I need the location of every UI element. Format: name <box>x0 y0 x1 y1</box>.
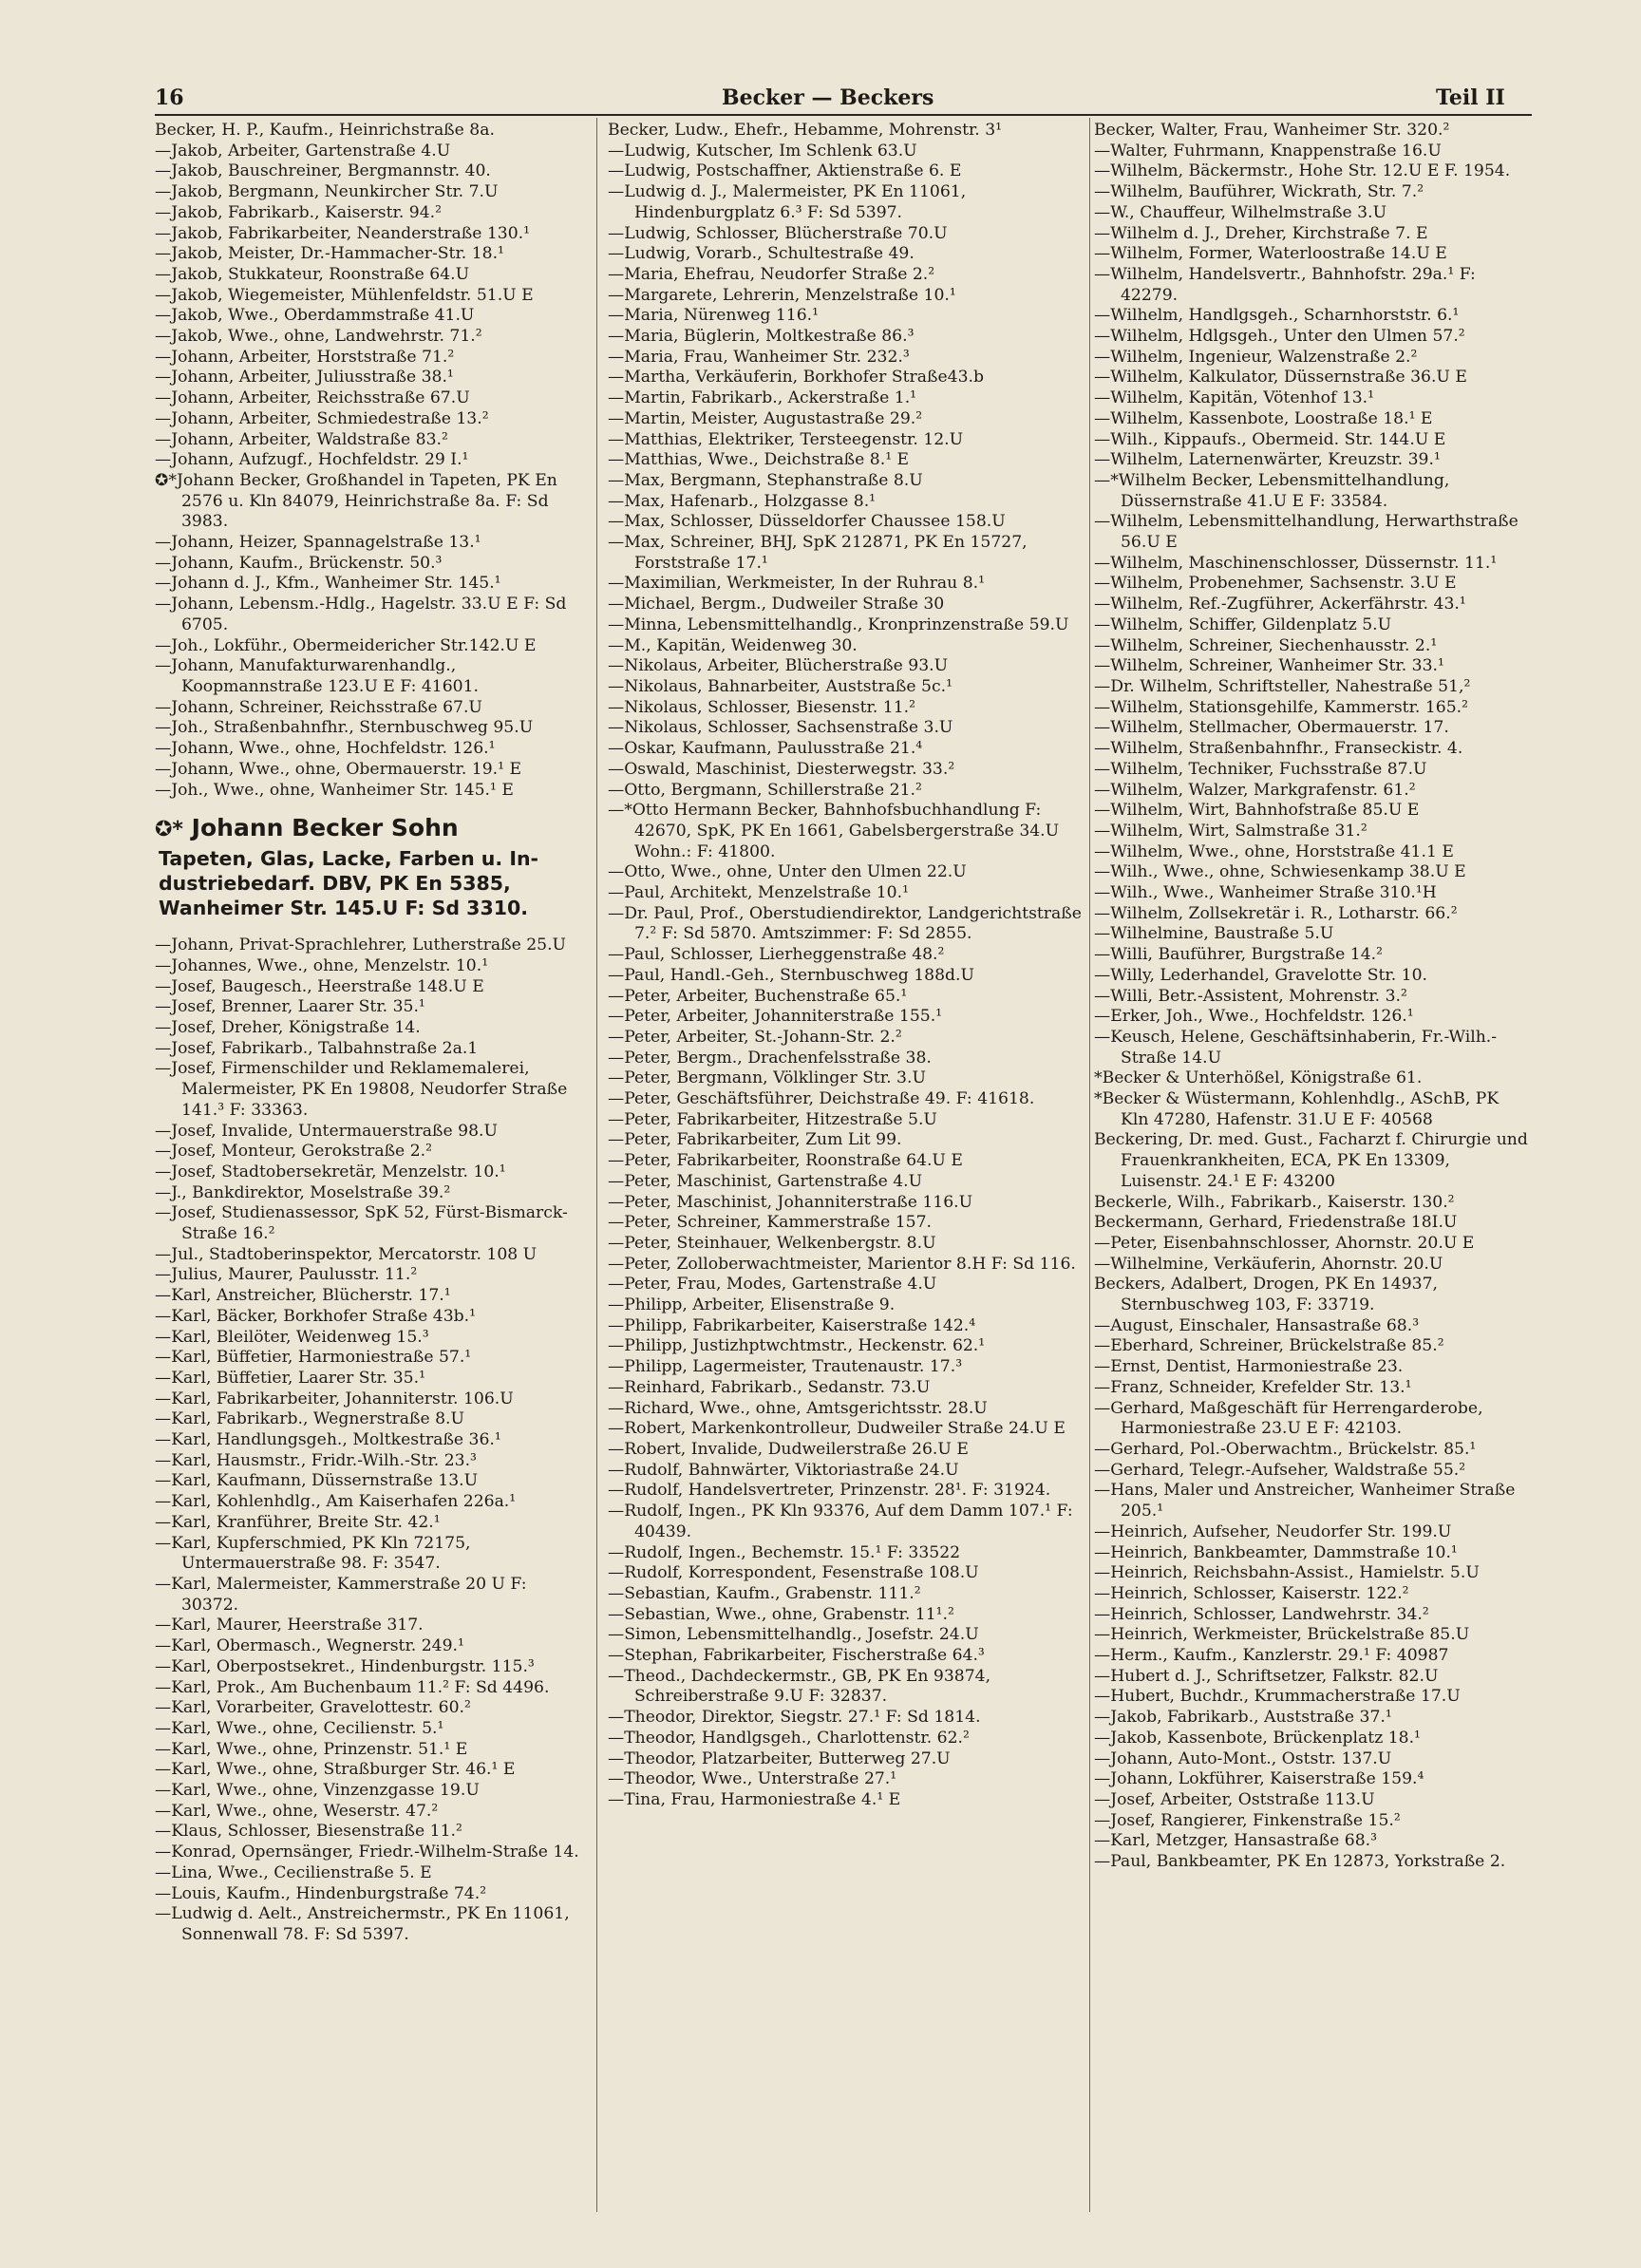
directory-entry: —Johann d. J., Kfm., Wanheimer Str. 145.¹ <box>155 574 501 594</box>
directory-entry: —Karl, Hausmstr., Fridr.-Wilh.-Str. 23.³ <box>155 1450 477 1470</box>
directory-entry: —Hans, Maler und Anstreicher, Wanheimer Straße 205.¹ <box>1094 1481 1516 1521</box>
directory-entry: —Erker, Joh., Wwe., Hochfeldstr. 126.¹ <box>1094 1007 1414 1027</box>
directory-entry: —Theodor, Wwe., Unterstraße 27.¹ <box>608 1769 897 1789</box>
directory-entry: —Karl, Büffetier, Laarer Str. 35.¹ <box>155 1368 425 1388</box>
section-label: Teil II <box>1436 85 1505 110</box>
directory-entry: —Wilhelm, Laternenwärter, Kreuzstr. 39.¹ <box>1094 450 1441 470</box>
directory-entry: —Max, Bergmann, Stephanstraße 8.U <box>608 470 923 490</box>
directory-entry: —Wilhelm, Hdlgsgeh., Unter den Ulmen 57.² <box>1094 327 1465 347</box>
directory-entry: —Theodor, Handlgsgeh., Charlottenstr. 62.² <box>608 1728 970 1748</box>
directory-entry: —Jul., Stadtoberinspektor, Mercatorstr. 108 U <box>155 1244 538 1264</box>
directory-entry: —Karl, Maurer, Heerstraße 317. <box>155 1616 424 1635</box>
directory-entry: —Josef, Arbeiter, Oststraße 113.U <box>1094 1789 1375 1809</box>
directory-entry: —Robert, Invalide, Dudweilerstraße 26.U E <box>608 1440 969 1459</box>
directory-entry: —Paul, Bankbeamter, PK En 12873, Yorkstraße 2. <box>1094 1852 1506 1872</box>
directory-entry: —Johann, Wwe., ohne, Obermauerstr. 19.¹ E <box>155 759 522 779</box>
directory-entry: —Karl, Wwe., ohne, Vinzenzgasse 19.U <box>155 1781 480 1801</box>
directory-entry: —Jakob, Fabrikarb., Kaiserstr. 94.² <box>155 202 443 222</box>
directory-entry: —Jakob, Wiegemeister, Mühlenfeldstr. 51.U E <box>155 285 534 305</box>
directory-entry: —Stephan, Fabrikarbeiter, Fischerstraße 64.³ <box>608 1646 985 1666</box>
directory-entry: —Peter, Geschäftsführer, Deichstraße 49. F: 41618. <box>608 1089 1035 1109</box>
directory-entry: —*Otto Hermann Becker, Bahnhofsbuchhandlung F: 42670, SpK, PK En 1661, Gabelsbergerstraße 34.U Wohn.: F: 41800. <box>608 801 1060 861</box>
directory-entry: —Peter, Frau, Modes, Gartenstraße 4.U <box>608 1275 937 1295</box>
directory-entry: —Minna, Lebensmittelhandlg., Kronprinzenstraße 59.U <box>608 614 1069 634</box>
directory-entry: —Keusch, Helene, Geschäftsinhaberin, Fr.-Wilh.-Straße 14.U <box>1094 1027 1498 1068</box>
directory-entry: —Philipp, Arbeiter, Elisenstraße 9. <box>608 1295 896 1315</box>
directory-entry: —Dr. Wilhelm, Schriftsteller, Nahestraße 51,² <box>1094 676 1471 696</box>
directory-entry: —Johann, Schreiner, Reichsstraße 67.U <box>155 697 482 717</box>
directory-entry: —Joh., Lokführ., Obermeidericher Str.142.U E <box>155 635 537 655</box>
directory-entry: —Karl, Oberpostsekret., Hindenburgstr. 115.³ <box>155 1656 535 1676</box>
directory-entry: —Martha, Verkäuferin, Borkhofer Straße43.b <box>608 368 984 387</box>
directory-entry: —Nikolaus, Schlosser, Sachsenstraße 3.U <box>608 718 953 738</box>
directory-entry: —Heinrich, Schlosser, Landwehrstr. 34.² <box>1094 1604 1429 1624</box>
directory-entry: —Paul, Handl.-Geh., Sternbuschweg 188d.U <box>608 965 974 985</box>
directory-entry: —August, Einschaler, Hansastraße 68.³ <box>1094 1315 1420 1335</box>
directory-entry: —Max, Hafenarb., Holzgasse 8.¹ <box>608 491 877 511</box>
directory-entry: —Joh., Straßenbahnfhr., Sternbuschweg 95.U <box>155 718 534 738</box>
directory-entry: —Julius, Maurer, Paulusstr. 11.² <box>155 1265 418 1285</box>
directory-entry: Beckers, Adalbert, Drogen, PK En 14937, Sternbuschweg 103, F: 33719. <box>1094 1275 1438 1315</box>
directory-entry: —Peter, Steinhauer, Welkenbergstr. 8.U <box>608 1233 936 1253</box>
directory-entry: —Peter, Arbeiter, St.-Johann-Str. 2.² <box>608 1027 902 1047</box>
directory-entry: —Heinrich, Bankbeamter, Dammstraße 10.¹ <box>1094 1542 1458 1562</box>
directory-entry: —Karl, Kaufmann, Düssernstraße 13.U <box>155 1471 479 1491</box>
directory-entry: —Richard, Wwe., ohne, Amtsgerichtsstr. 28.U <box>608 1398 988 1418</box>
directory-entry: —Margarete, Lehrerin, Menzelstraße 10.¹ <box>608 285 956 305</box>
directory-entry: —Willi, Bauführer, Burgstraße 14.² <box>1094 945 1384 965</box>
directory-entry: —Jakob, Bergmann, Neunkircher Str. 7.U <box>155 182 499 202</box>
directory-entry: —Jakob, Meister, Dr.-Hammacher-Str. 18.¹ <box>155 244 504 264</box>
directory-entry: —*Wilhelm Becker, Lebensmittelhandlung, Düssernstraße 41.U E F: 33584. <box>1094 470 1450 511</box>
directory-entry: —Karl, Bleilöter, Weidenweg 15.³ <box>155 1327 429 1347</box>
directory-entry: —Johann, Aufzugf., Hochfeldstr. 29 I.¹ <box>155 450 469 470</box>
directory-entry: —Theodor, Direktor, Siegstr. 27.¹ F: Sd 1814. <box>608 1708 981 1728</box>
directory-entry: —Wilhelm, Schreiner, Siechenhausstr. 2.¹ <box>1094 635 1438 655</box>
directory-entry: —Otto, Bergmann, Schillerstraße 21.² <box>608 780 922 800</box>
directory-entry: —Wilhelm, Former, Waterloostraße 14.U E <box>1094 244 1447 264</box>
directory-entry: —Peter, Arbeiter, Johanniterstraße 155.¹ <box>608 1007 943 1027</box>
directory-entry: —Karl, Prok., Am Buchenbaum 11.² F: Sd 4496. <box>155 1677 550 1697</box>
directory-entry: —W., Chauffeur, Wilhelmstraße 3.U <box>1094 202 1387 222</box>
directory-entry: —Karl, Kupferschmied, PK Kln 72175, Untermauerstraße 98. F: 3547. <box>155 1533 471 1574</box>
directory-entry: —Reinhard, Fabrikarb., Sedanstr. 73.U <box>608 1377 931 1397</box>
directory-entry: —Rudolf, Bahnwärter, Viktoriastraße 24.U <box>608 1460 959 1480</box>
directory-entry: —Ludwig d. Aelt., Anstreichermstr., PK En 11061, Sonnenwall 78. F: Sd 5397. <box>155 1904 570 1944</box>
directory-entry: —Johann, Arbeiter, Schmiedestraße 13.² <box>155 408 489 428</box>
directory-entry: —Peter, Eisenbahnschlosser, Ahornstr. 20.U E <box>1094 1233 1475 1253</box>
directory-entry: —Willi, Betr.-Assistent, Mohrenstr. 3.² <box>1094 986 1407 1006</box>
directory-entry: Beckering, Dr. med. Gust., Facharzt f. Chirurgie und Frauenkrankheiten, ECA, PK En 13309, Luisenstr. 24.¹ E F: 43200 <box>1094 1130 1528 1191</box>
directory-entry: —Wilhelm, Ref.-Zugführer, Ackerfährstr. 43.¹ <box>1094 595 1466 614</box>
directory-entry: —Johann, Lebensm.-Hdlg., Hagelstr. 33.U E F: Sd 6705. <box>155 595 567 634</box>
directory-entry: —Sebastian, Wwe., ohne, Grabenstr. 11¹.² <box>608 1604 954 1624</box>
directory-entry: —Walter, Fuhrmann, Knappenstraße 16.U <box>1094 141 1442 161</box>
directory-entry: —Lina, Wwe., Cecilienstraße 5. E <box>155 1862 432 1882</box>
directory-entry: —Jakob, Wwe., ohne, Landwehrstr. 71.² <box>155 327 482 347</box>
directory-entry: —M., Kapitän, Weidenweg 30. <box>608 635 858 655</box>
directory-entry: —Peter, Maschinist, Johanniterstraße 116.U <box>608 1192 973 1212</box>
directory-entry: —Wilhelm, Stationsgehilfe, Kammerstr. 165.² <box>1094 697 1468 717</box>
directory-entry: —Heinrich, Reichsbahn-Assist., Hamielstr. 5.U <box>1094 1563 1480 1583</box>
directory-entry: —Josef, Fabrikarb., Talbahnstraße 2a.1 <box>155 1038 479 1058</box>
column-1 <box>155 121 584 1946</box>
directory-entry: —Wilhelm, Ingenieur, Walzenstraße 2.² <box>1094 347 1418 367</box>
ad-line: Tapeten, Glas, Lacke, Farben u. In- <box>159 847 539 871</box>
directory-entry: —Peter, Fabrikarbeiter, Hitzestraße 5.U <box>608 1109 937 1129</box>
directory-entry: —Sebastian, Kaufm., Grabenstr. 111.² <box>608 1583 921 1603</box>
directory-entry: —Jakob, Fabrikarb., Auststraße 37.¹ <box>1094 1708 1392 1728</box>
directory-entry: Beckermann, Gerhard, Friedenstraße 18I.U <box>1094 1213 1458 1233</box>
directory-entry: —Maria, Nürenweg 116.¹ <box>608 306 819 326</box>
directory-entry: —Peter, Bergm., Drachenfelsstraße 38. <box>608 1048 932 1068</box>
directory-entry: —Matthias, Wwe., Deichstraße 8.¹ E <box>608 450 910 470</box>
directory-entry: —Paul, Schlosser, Lierheggenstraße 48.² <box>608 945 945 965</box>
directory-entry: —Wilhelm, Zollsekretär i. R., Lotharstr. 66.² <box>1094 903 1458 923</box>
directory-entry: —Karl, Wwe., ohne, Weserstr. 47.² <box>155 1801 439 1821</box>
directory-entry: —Oskar, Kaufmann, Paulusstraße 21.⁴ <box>608 739 923 759</box>
directory-entry: —Karl, Bäcker, Borkhofer Straße 43b.¹ <box>155 1306 476 1326</box>
directory-entry: —Rudolf, Ingen., Bechemstr. 15.¹ F: 33522 <box>608 1542 961 1562</box>
column-divider <box>1089 118 1090 2212</box>
directory-entry: —Wilh., Wwe., Wanheimer Straße 310.¹H <box>1094 883 1437 903</box>
directory-entry: —Maria, Büglerin, Moltkestraße 86.³ <box>608 327 915 347</box>
directory-entry: —Johann, Arbeiter, Reichsstraße 67.U <box>155 388 470 408</box>
directory-entry: —Johann, Arbeiter, Horststraße 71.² <box>155 347 455 367</box>
directory-entry: —Wilhelm, Techniker, Fuchsstraße 87.U <box>1094 759 1427 779</box>
directory-entry: —Gerhard, Pol.-Oberwachtm., Brückelstr. 85.¹ <box>1094 1440 1477 1459</box>
column-2 <box>608 121 1089 1811</box>
directory-entry: —Peter, Fabrikarbeiter, Roonstraße 64.U E <box>608 1151 963 1171</box>
directory-entry: —Dr. Paul, Prof., Oberstudiendirektor, Landgerichtstraße 7.² F: Sd 5870. Amtszimmer: F: Sd 2855. <box>608 903 1082 944</box>
directory-entry: —Ludwig, Postschaffner, Aktienstraße 6. E <box>608 161 962 181</box>
directory-entry: —Wilhelm, Maschinenschlosser, Düssernstr. 11.¹ <box>1094 553 1498 573</box>
directory-entry: —Peter, Bergmann, Völklinger Str. 3.U <box>608 1068 926 1088</box>
directory-entry: —Philipp, Fabrikarbeiter, Kaiserstraße 142.⁴ <box>608 1315 976 1335</box>
ad-title-text: Johann Becker Sohn <box>191 814 459 842</box>
directory-entry: —Johannes, Wwe., ohne, Menzelstr. 10.¹ <box>155 955 489 975</box>
directory-entry: —Karl, Wwe., ohne, Straßburger Str. 46.¹ E <box>155 1760 516 1780</box>
directory-entry: *Becker & Unterhößel, Königstraße 61. <box>1094 1068 1423 1088</box>
directory-entry: —Karl, Fabrikarbeiter, Johanniterstr. 106.U <box>155 1389 514 1408</box>
directory-entry: —Josef, Monteur, Gerokstraße 2.² <box>155 1142 432 1162</box>
directory-entry: —Rudolf, Handelsvertreter, Prinzenstr. 28¹. F: 31924. <box>608 1481 1051 1501</box>
column-1-top-entries <box>155 121 584 801</box>
directory-entry: —Ludwig, Kutscher, Im Schlenk 63.U <box>608 141 917 161</box>
directory-entry: —Peter, Maschinist, Gartenstraße 4.U <box>608 1171 923 1191</box>
directory-entry: —Wilhelmine, Verkäuferin, Ahornstr. 20.U <box>1094 1254 1443 1274</box>
directory-entry: —Wilhelm, Schiffer, Gildenplatz 5.U <box>1094 614 1392 634</box>
directory-entry: Becker, H. P., Kaufm., Heinrichstraße 8a. <box>155 121 495 140</box>
directory-entry: —Nikolaus, Schlosser, Biesenstr. 11.² <box>608 697 915 717</box>
directory-entry: —Wilhelm, Handelsvertr., Bahnhofstr. 29a.¹ F: 42279. <box>1094 264 1476 305</box>
directory-entry: —Wilhelm d. J., Dreher, Kirchstraße 7. E <box>1094 223 1428 243</box>
directory-entry: —Wilhelm, Lebensmittelhandlung, Herwarthstraße 56.U E <box>1094 512 1518 553</box>
directory-entry: —Wilhelm, Wwe., ohne, Horststraße 41.1 E <box>1094 841 1454 861</box>
directory-entry: —Wilhelm, Wirt, Bahnhofstraße 85.U E <box>1094 801 1420 821</box>
directory-entry: —Karl, Wwe., ohne, Cecilienstr. 5.¹ <box>155 1718 444 1738</box>
directory-entry: —Karl, Wwe., ohne, Prinzenstr. 51.¹ E <box>155 1739 468 1759</box>
directory-entry: —Philipp, Justizhptwchtmstr., Heckenstr. 62.¹ <box>608 1336 986 1356</box>
directory-entry: —Robert, Markenkontrolleur, Dudweiler Straße 24.U E <box>608 1419 1066 1439</box>
directory-entry: —Franz, Schneider, Krefelder Str. 13.¹ <box>1094 1377 1412 1397</box>
directory-entry: —Ludwig, Schlosser, Blücherstraße 70.U <box>608 223 948 243</box>
directory-entry: —Wilhelm, Bauführer, Wickrath, Str. 7.² <box>1094 182 1424 202</box>
directory-entry: —Wilhelm, Kapitän, Vötenhof 13.¹ <box>1094 388 1375 408</box>
directory-entry: —Hubert d. J., Schriftsetzer, Falkstr. 82.U <box>1094 1666 1439 1686</box>
directory-entry: —Otto, Wwe., ohne, Unter den Ulmen 22.U <box>608 862 967 882</box>
directory-entry: —Wilhelm, Stellmacher, Obermauerstr. 17. <box>1094 718 1449 738</box>
directory-entry: —Peter, Zolloberwachtmeister, Marientor 8.H F: Sd 116. <box>608 1254 1076 1274</box>
directory-entry: —Gerhard, Maßgeschäft für Herrengarderobe, Harmoniestraße 23.U E F: 42103. <box>1094 1398 1483 1439</box>
directory-entry: —Karl, Kranführer, Breite Str. 42.¹ <box>155 1512 441 1532</box>
directory-entry: —Johann, Manufakturwarenhandlg., Koopmannstraße 123.U E F: 41601. <box>155 656 479 696</box>
directory-entry: —Karl, Handlungsgeh., Moltkestraße 36.¹ <box>155 1430 501 1450</box>
directory-entry: —Wilh., Wwe., ohne, Schwiesenkamp 38.U E <box>1094 862 1466 882</box>
directory-entry: —Wilhelm, Probenehmer, Sachsenstr. 3.U E <box>1094 574 1457 594</box>
directory-entry: Becker, Walter, Frau, Wanheimer Str. 320.² <box>1094 121 1450 140</box>
directory-entry: —Rudolf, Korrespondent, Fesenstraße 108.U <box>608 1563 979 1583</box>
directory-entry: —Johann, Kaufm., Brückenstr. 50.³ <box>155 553 443 573</box>
directory-entry: —J., Bankdirektor, Moselstraße 39.² <box>155 1182 451 1202</box>
directory-entry: —Max, Schlosser, Düsseldorfer Chaussee 158.U <box>608 512 1006 532</box>
directory-entry: —Jakob, Fabrikarbeiter, Neanderstraße 130.¹ <box>155 223 530 243</box>
directory-entry: —Nikolaus, Arbeiter, Blücherstraße 93.U <box>608 656 949 676</box>
ad-line: Wanheimer Str. 145.U F: Sd 3310. <box>159 897 529 920</box>
directory-entry: —Theod., Dachdeckermstr., GB, PK En 93874, Schreiberstraße 9.U F: 32837. <box>608 1666 991 1707</box>
directory-entry: —Ludwig, Vorarb., Schultestraße 49. <box>608 244 915 264</box>
directory-entry: —Rudolf, Ingen., PK Kln 93376, Auf dem Damm 107.¹ F: 40439. <box>608 1502 1073 1541</box>
directory-entry: —Eberhard, Schreiner, Brückelstraße 85.² <box>1094 1336 1444 1356</box>
directory-entry: —Wilhelm, Kassenbote, Loostraße 18.¹ E <box>1094 408 1433 428</box>
directory-entry: —Johann, Arbeiter, Juliusstraße 38.¹ <box>155 368 454 387</box>
directory-entry: —Heinrich, Schlosser, Kaiserstr. 122.² <box>1094 1583 1409 1603</box>
column-2-entries <box>608 121 1089 1811</box>
directory-entry: —Martin, Fabrikarb., Ackerstraße 1.¹ <box>608 388 917 408</box>
directory-entry: —Jakob, Wwe., Oberdammstraße 41.U <box>155 306 475 326</box>
page-header <box>0 85 1641 114</box>
directory-entry: —Jakob, Stukkateur, Roonstraße 64.U <box>155 264 470 284</box>
directory-entry: —Johann, Privat-Sprachlehrer, Lutherstraße 25.U <box>155 936 567 955</box>
directory-entry: —Hubert, Buchdr., Krummacherstraße 17.U <box>1094 1687 1461 1707</box>
directory-entry: —Jakob, Arbeiter, Gartenstraße 4.U <box>155 141 451 161</box>
directory-entry: —Heinrich, Aufseher, Neudorfer Str. 199.U <box>1094 1521 1452 1541</box>
directory-entry: —Peter, Schreiner, Kammerstraße 157. <box>608 1213 932 1233</box>
directory-entry: Beckerle, Wilh., Fabrikarb., Kaiserstr. 130.² <box>1094 1192 1455 1212</box>
directory-entry: ✪*Johann Becker, Großhandel in Tapeten, PK En 2576 u. Kln 84079, Heinrichstraße 8a. F: Sd 3983. <box>155 470 557 532</box>
header-rule <box>155 114 1532 116</box>
directory-entry: —Ernst, Dentist, Harmoniestraße 23. <box>1094 1357 1404 1377</box>
directory-entry: —Joh., Wwe., ohne, Wanheimer Str. 145.¹ E <box>155 780 514 800</box>
directory-entry: —Heinrich, Werkmeister, Brückelstraße 85.U <box>1094 1625 1470 1645</box>
directory-entry: Becker, Ludw., Ehefr., Hebamme, Mohrenstr. 3¹ <box>608 121 1003 140</box>
directory-entry: —Max, Schreiner, BHJ, SpK 212871, PK En 15727, Forststraße 17.¹ <box>608 533 1028 573</box>
directory-entry: —Ludwig d. J., Malermeister, PK En 11061, Hindenburgplatz 6.³ F: Sd 5397. <box>608 182 967 222</box>
directory-entry: *Becker & Wüstermann, Kohlenhdlg., ASchB, PK Kln 47280, Hafenstr. 31.U E F: 40568 <box>1094 1089 1500 1129</box>
directory-entry: —Oswald, Maschinist, Diesterwegstr. 33.² <box>608 759 955 779</box>
ad-title <box>155 812 584 846</box>
directory-entry: —Johann, Heizer, Spannagelstraße 13.¹ <box>155 533 481 553</box>
directory-entry: —Josef, Firmenschilder und Reklamemalerei, Malermeister, PK En 19808, Neudorfer Straße 141.³ F: 33363. <box>155 1059 568 1120</box>
directory-entry: —Tina, Frau, Harmoniestraße 4.¹ E <box>608 1789 901 1809</box>
directory-entry: —Wilhelm, Handlgsgeh., Scharnhorststr. 6.¹ <box>1094 306 1460 326</box>
directory-entry: —Konrad, Opernsänger, Friedr.-Wilhelm-Straße 14. <box>155 1843 579 1862</box>
directory-entry: —Josef, Rangierer, Finkenstraße 15.² <box>1094 1810 1401 1830</box>
running-title: Becker — Beckers <box>722 85 934 110</box>
directory-entry: —Simon, Lebensmittelhandlg., Josefstr. 24.U <box>608 1625 979 1645</box>
directory-entry: —Wilhelm, Kalkulator, Düssernstraße 36.U E <box>1094 368 1467 387</box>
directory-entry: —Martin, Meister, Augustastraße 29.² <box>608 408 923 428</box>
directory-entry: —Maximilian, Werkmeister, In der Ruhrau 8.¹ <box>608 574 985 594</box>
directory-entry: —Jakob, Kassenbote, Brückenplatz 18.¹ <box>1094 1728 1421 1748</box>
directory-entry: —Karl, Kohlenhdlg., Am Kaiserhafen 226a.¹ <box>155 1492 517 1512</box>
directory-entry: —Josef, Baugesch., Heerstraße 148.U E <box>155 976 484 996</box>
directory-entry: —Herm., Kaufm., Kanzlerstr. 29.¹ F: 40987 <box>1094 1646 1449 1666</box>
directory-entry: —Josef, Stadtobersekretär, Menzelstr. 10.¹ <box>155 1162 506 1181</box>
directory-entry: —Josef, Studienassessor, SpK 52, Fürst-Bismarck-Straße 16.² <box>155 1203 568 1244</box>
directory-entry: —Maria, Ehefrau, Neudorfer Straße 2.² <box>608 264 935 284</box>
directory-entry: —Karl, Malermeister, Kammerstraße 20 U F: 30372. <box>155 1575 527 1615</box>
directory-entry: —Josef, Dreher, Königstraße 14. <box>155 1018 421 1038</box>
directory-entry: —Theodor, Platzarbeiter, Butterweg 27.U <box>608 1748 951 1768</box>
directory-entry: —Karl, Vorarbeiter, Gravelottestr. 60.² <box>155 1698 471 1718</box>
directory-entry: —Karl, Büffetier, Harmoniestraße 57.¹ <box>155 1348 472 1368</box>
directory-entry: —Wilhelm, Bäckermstr., Hohe Str. 12.U E F. 1954. <box>1094 161 1511 181</box>
directory-entry: —Matthias, Elektriker, Tersteegenstr. 12.U <box>608 429 964 449</box>
directory-entry: —Johann, Wwe., ohne, Hochfeldstr. 126.¹ <box>155 739 496 759</box>
directory-entry: —Peter, Arbeiter, Buchenstraße 65.¹ <box>608 986 908 1006</box>
directory-entry: —Johann, Auto-Mont., Oststr. 137.U <box>1094 1748 1392 1768</box>
directory-entry: —Wilh., Kippaufs., Obermeid. Str. 144.U E <box>1094 429 1446 449</box>
directory-entry: —Jakob, Bauschreiner, Bergmannstr. 40. <box>155 161 491 181</box>
page-number: 16 <box>155 85 184 110</box>
advertisement <box>155 812 584 920</box>
ad-emblem: ✪* <box>155 818 183 842</box>
ad-line: dustriebedarf. DBV, PK En 5385, <box>159 872 511 896</box>
directory-entry: —Wilhelm, Straßenbahnfhr., Franseckistr. 4. <box>1094 739 1463 759</box>
directory-entry: —Josef, Brenner, Laarer Str. 35.¹ <box>155 997 425 1017</box>
directory-entry: —Paul, Architekt, Menzelstraße 10.¹ <box>608 883 909 903</box>
directory-entry: —Maria, Frau, Wanheimer Str. 232.³ <box>608 347 910 367</box>
directory-entry: —Louis, Kaufm., Hindenburgstraße 74.² <box>155 1883 487 1903</box>
column-divider <box>596 118 597 2212</box>
directory-entry: —Wilhelm, Walzer, Markgrafenstr. 61.² <box>1094 780 1416 800</box>
directory-entry: —Gerhard, Telegr.-Aufseher, Waldstraße 55.² <box>1094 1460 1466 1480</box>
directory-entry: —Johann, Lokführer, Kaiserstraße 159.⁴ <box>1094 1769 1424 1789</box>
directory-entry: —Philipp, Lagermeister, Trautenaustr. 17.³ <box>608 1357 963 1377</box>
directory-entry: —Karl, Metzger, Hansastraße 68.³ <box>1094 1831 1377 1851</box>
directory-entry: —Karl, Obermasch., Wegnerstr. 249.¹ <box>155 1636 464 1656</box>
column-3-entries <box>1094 121 1531 1873</box>
directory-entry: —Peter, Fabrikarbeiter, Zum Lit 99. <box>608 1130 902 1150</box>
directory-entry: —Nikolaus, Bahnarbeiter, Auststraße 5c.¹ <box>608 676 953 696</box>
directory-entry: —Johann, Arbeiter, Waldstraße 83.² <box>155 429 448 449</box>
directory-entry: —Willy, Lederhandel, Gravelotte Str. 10. <box>1094 965 1427 985</box>
column-1-bottom-entries <box>155 936 584 1945</box>
directory-entry: —Wilhelm, Schreiner, Wanheimer Str. 33.¹ <box>1094 656 1444 676</box>
directory-entry: —Michael, Bergm., Dudweiler Straße 30 <box>608 595 945 614</box>
directory-entry: —Karl, Fabrikarb., Wegnerstraße 8.U <box>155 1409 464 1429</box>
directory-entry: —Karl, Anstreicher, Blücherstr. 17.¹ <box>155 1286 451 1306</box>
directory-entry: —Wilhelm, Wirt, Salmstraße 31.² <box>1094 821 1368 841</box>
column-3 <box>1094 121 1531 1873</box>
directory-entry: —Klaus, Schlosser, Biesenstraße 11.² <box>155 1822 462 1842</box>
directory-entry: —Wilhelmine, Baustraße 5.U <box>1094 924 1334 944</box>
directory-entry: —Josef, Invalide, Untermauerstraße 98.U <box>155 1121 498 1141</box>
